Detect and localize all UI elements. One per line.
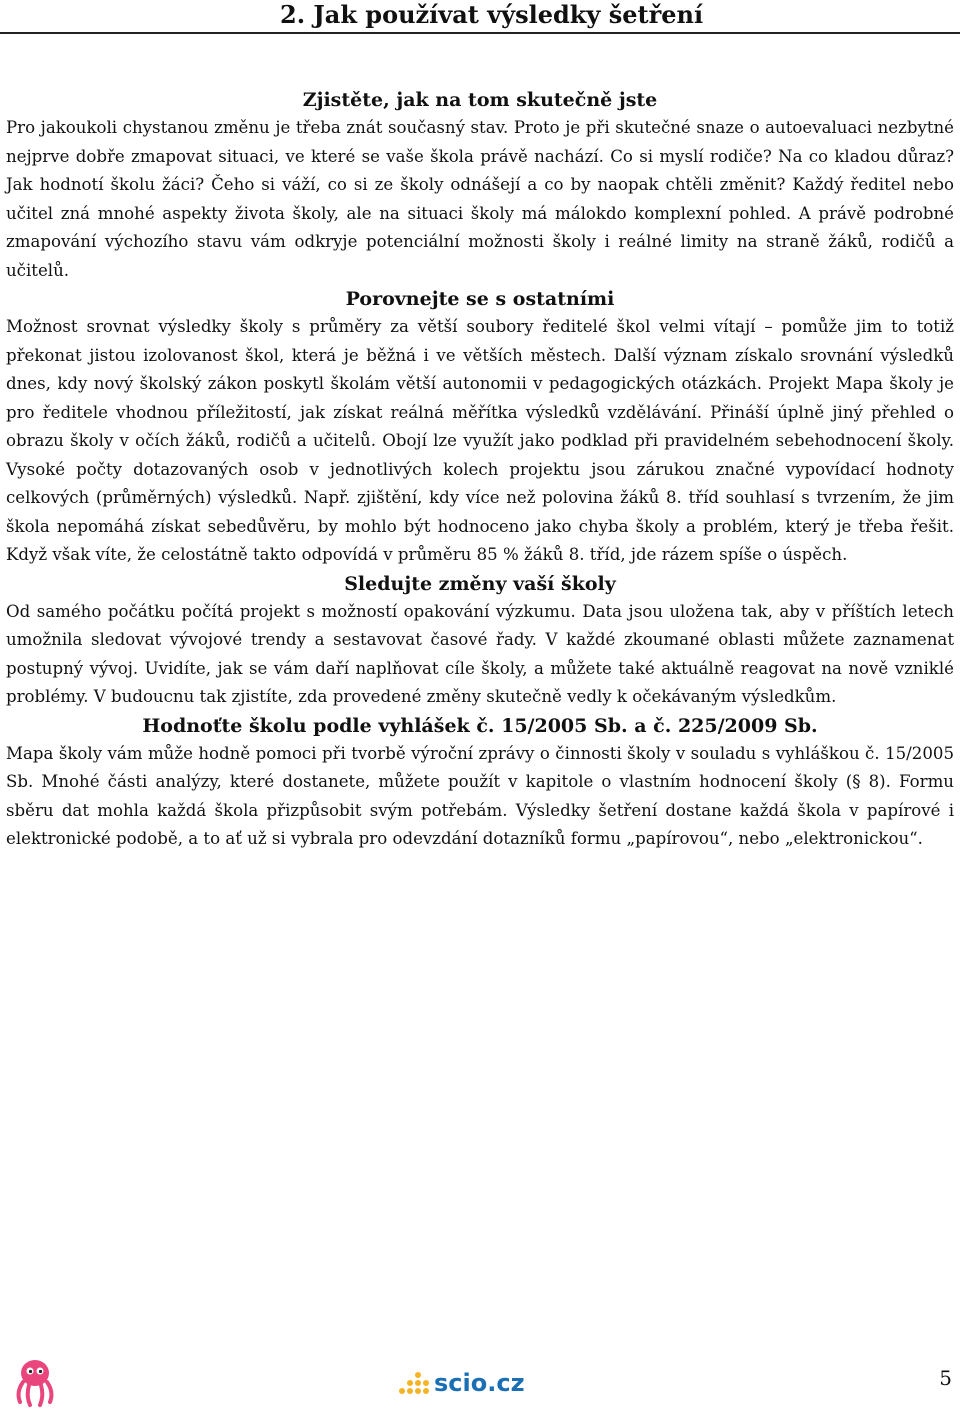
scio-dots-icon <box>398 1371 432 1395</box>
section-heading-current-state: Zjistěte, jak na tom skutečně jste <box>302 89 658 111</box>
page-header <box>0 0 960 34</box>
scio-logo-text: scio.cz <box>434 1369 525 1397</box>
octopus-mascot-icon <box>12 1358 58 1408</box>
section-heading-compare: Porovnejte se s ostatními <box>345 288 615 310</box>
section-heading-regulations: Hodnoťte školu podle vyhlášek č. 15/2005 Sb. a č. 225/2009 Sb. <box>142 714 818 737</box>
chapter-title: 2. Jak používat výsledky šetření <box>280 0 704 29</box>
section-text-track-changes: Od samého počátku počítá projekt s možností opakování výzkumu. Data jsou uložena tak, aby v příštích letech umožnila sledovat vývojové trendy a sestavovat časové řady. V každé zkoumané oblasti můžete zaznamenat postupný vývoj. Uvidíte, jak se vám daří naplňovat cíle školy, a můžete také aktuálně reagovat na nově vzniklé problémy. V budoucnu tak zjistíte, zda provedené změny skutečně vedly k očekávaným výsledkům. <box>6 601 954 706</box>
page-footer <box>0 1350 960 1411</box>
scio-logo <box>398 1368 538 1398</box>
section-text-regulations: Mapa školy vám může hodně pomoci při tvorbě výroční zprávy o činnosti školy v souladu s vyhláškou č. 15/2005 Sb. Mnohé části analýzy, které dostanete, můžete použít v kapitole o vlastním hodnocení školy (§ 8). Formu sběru dat mohla každá škola přizpůsobit svým potřebám. Výsledky šetření dostane každá škola v papírové i elektronické podobě, a to ať už si vybrala pro odevzdání dotazníků formu „papírovou“, nebo „elektronickou“. <box>6 743 954 848</box>
document-body <box>6 86 954 854</box>
header-rule <box>0 32 960 34</box>
section-heading-track-changes: Sledujte změny vaší školy <box>344 572 616 595</box>
section-text-current-state: Pro jakoukoli chystanou změnu je třeba znát současný stav. Proto je při skutečné snaze o autoevaluaci nezbytné nejprve dobře zmapovat situaci, ve které se vaše škola právě nachází. Co si myslí rodiče? Na co kladou důraz? Jak hodnotí školu žáci? Čeho si váží, co si ze školy odnášejí a co by naopak chtěli změnit? Každý ředitel nebo učitel zná mnohé aspekty života školy, ale na situaci školy má málokdo komplexní pohled. A právě podrobné zmapování výchozího stavu vám odkryje potenciální možnosti školy i reálné limity na straně žáků, rodičů a učitelů. <box>6 118 954 280</box>
page-number: 5 <box>939 1366 952 1390</box>
section-text-compare: Možnost srovnat výsledky školy s průměry za větší soubory ředitelé škol velmi vítají – pomůže jim to totiž překonat jistou izolovanost škol, která je běžná i ve větších městech. Další význam získalo srovnání výsledků dnes, kdy nový školský zákon poskytl školám větší autonomii v pedagogických otázkách. Projekt Mapa školy je pro ředitele vhodnou příležitostí, jak získat reálná měřítka výsledků vzdělávání. Přináší úplně jiný přehled o obrazu školy v očích žáků, rodičů a učitelů. Obojí lze využít jako podklad při pravidelném sebehodnocení školy. Vysoké počty dotazovaných osob v jednotlivých kolech projektu jsou zárukou značné vypovídací hodnoty celkových (průměrných) výsledků. Např. zjištění, kdy více než polovina žáků 8. tříd souhlasí s tvrzením, že jim škola nepomáhá získat sebedůvěru, by mohlo být hodnoceno jako chyba školy a problém, který je třeba řešit. Když však víte, že celostátně takto odpovídá v průměru 85 % žáků 8. tříd, jde rázem spíše o úspěch. <box>6 317 954 564</box>
